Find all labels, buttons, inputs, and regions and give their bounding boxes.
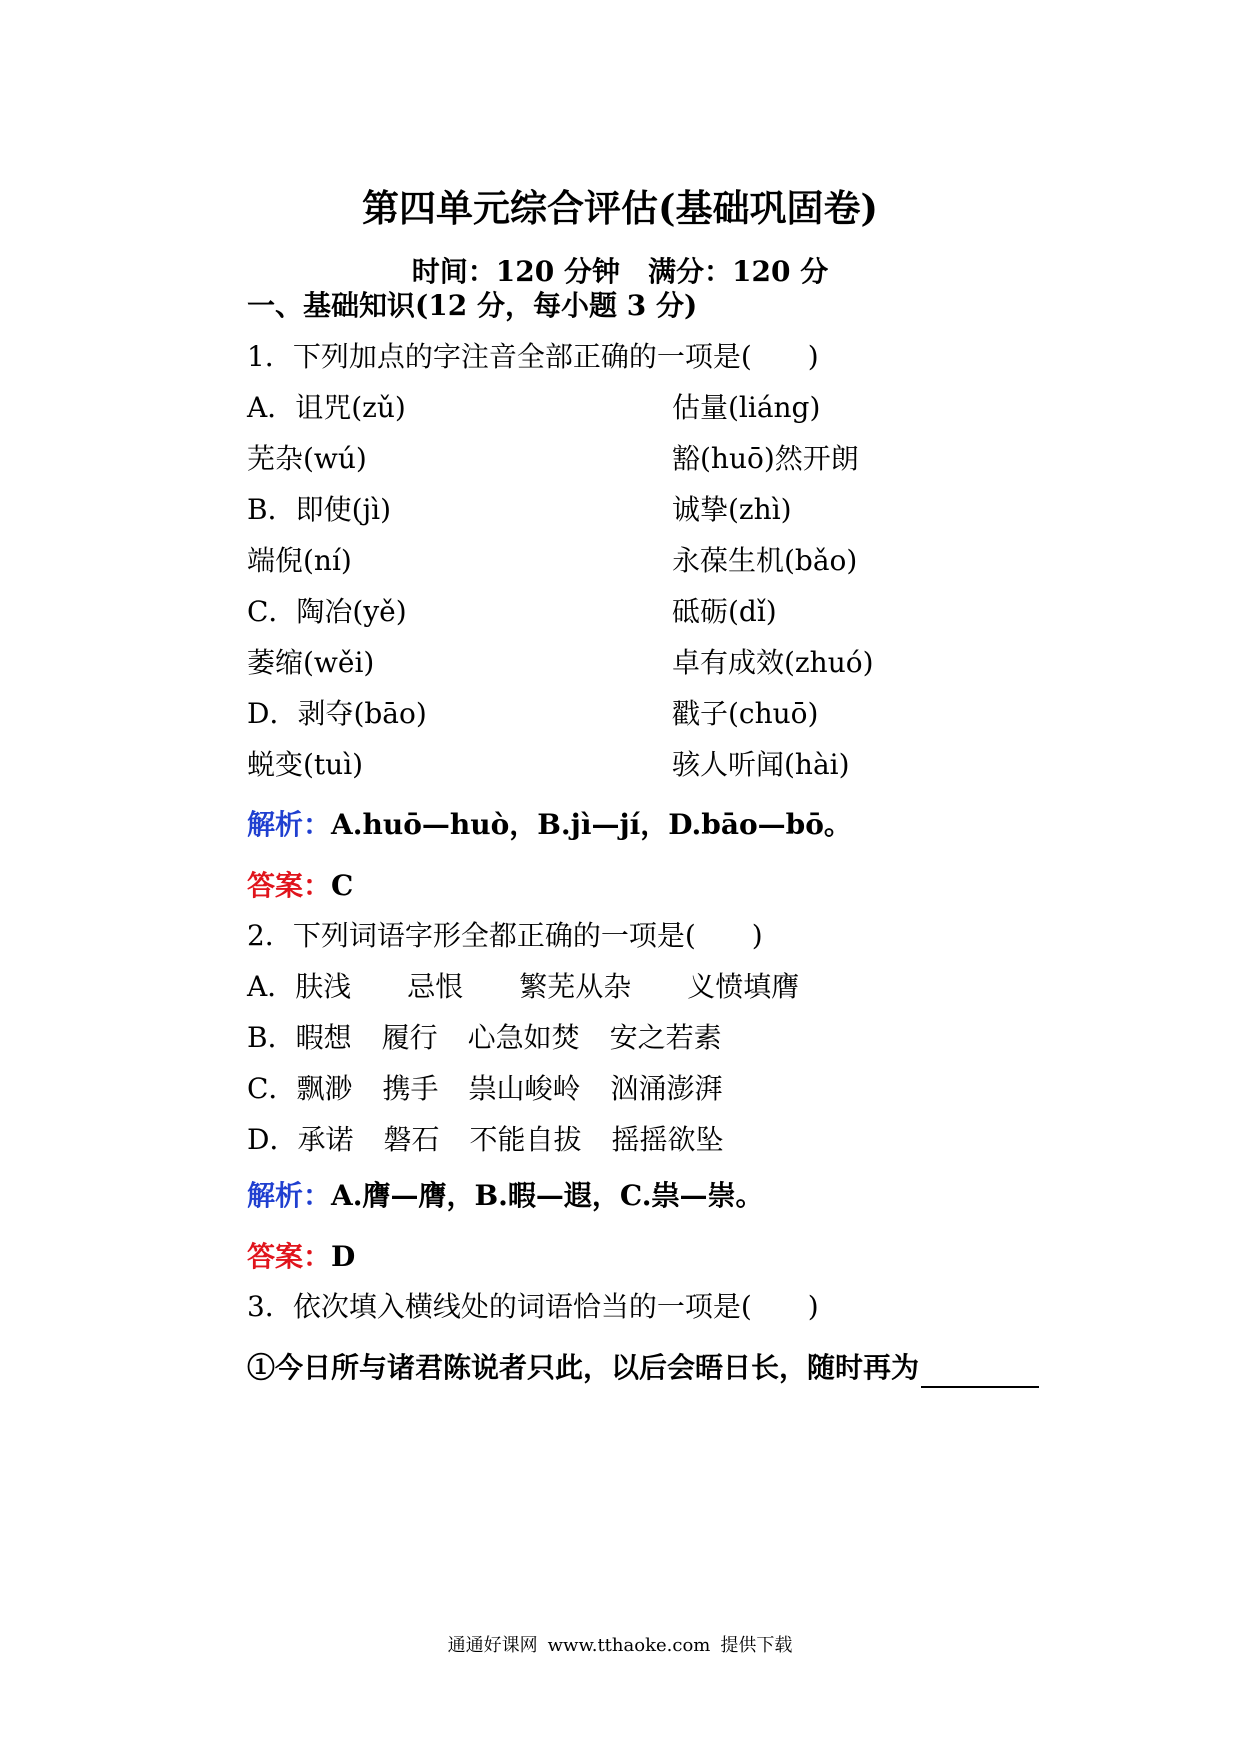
document-title: 第四单元综合评估(基础巩固卷)	[361, 186, 878, 230]
footer-url: www.tthaoke.com	[547, 1635, 711, 1656]
q1-option-a-left: A．诅咒(zǔ)	[247, 391, 406, 424]
section-heading: 一、基础知识(12 分，每小题 3 分)	[247, 289, 698, 322]
q1-answer	[247, 866, 353, 906]
q1-option-b-right-2: 永葆生机(bǎo)	[672, 544, 858, 577]
analysis-label: 解析：	[247, 808, 332, 841]
q1-option-d-left-2: 蜕变(tuì)	[247, 748, 364, 781]
q1-option-a-right-2: 豁(huō)然开朗	[672, 442, 859, 475]
q1-analysis	[247, 805, 852, 845]
option-word: 肤浅	[295, 970, 352, 1003]
q3-sentence-1	[247, 1348, 1039, 1388]
analysis-text: A.huō—huò，B.jì—jí，D.bāo—bō。	[331, 808, 852, 841]
q2-option-a	[247, 967, 799, 1007]
q2-option-b	[247, 1018, 722, 1058]
sentence-text: ①今日所与诸君陈说者只此，以后会晤日长，随时再为	[247, 1351, 920, 1384]
option-letter: C．	[247, 1072, 297, 1105]
option-word: 磐石	[383, 1123, 440, 1156]
q1-option-b-left-2: 端倪(ní)	[247, 544, 352, 577]
answer-text: C	[331, 869, 354, 902]
option-word: 承诺	[297, 1123, 354, 1156]
q1-option-c-left-2: 萎缩(wěi)	[247, 646, 375, 679]
q1-option-a-right: 估量(liáng)	[672, 391, 821, 424]
fill-blank	[921, 1356, 1039, 1388]
answer-label: 答案：	[247, 1240, 332, 1273]
question-3-stem: 3．依次填入横线处的词语恰当的一项是( )	[247, 1290, 819, 1323]
q1-option-c-right: 砥砺(dǐ)	[672, 595, 777, 628]
q1-option-c-left: C．陶冶(yě)	[247, 595, 407, 628]
q1-option-c-right-2: 卓有成效(zhuó)	[672, 646, 874, 679]
option-word: 履行	[381, 1021, 438, 1054]
option-word: 飘渺	[296, 1072, 353, 1105]
option-letter: A．	[247, 970, 296, 1003]
option-word: 汹涌澎湃	[610, 1072, 723, 1105]
footer-site-name: 通通好课网	[447, 1635, 538, 1656]
option-letter: B．	[247, 1021, 296, 1054]
q1-option-d-left: D．剥夺(bāo)	[247, 697, 427, 730]
option-word: 不能自拔	[469, 1123, 582, 1156]
option-word: 心急如焚	[467, 1021, 580, 1054]
option-word: 繁芜从杂	[519, 970, 632, 1003]
option-word: 安之若素	[609, 1021, 722, 1054]
time-label: 时间：120 分钟	[411, 255, 620, 288]
q2-analysis	[247, 1176, 763, 1216]
answer-text: D	[331, 1240, 356, 1273]
question-1-stem: 1．下列加点的字注音全部正确的一项是( )	[247, 340, 819, 373]
option-word: 义愤填膺	[687, 970, 800, 1003]
page-footer	[0, 1633, 1240, 1659]
q1-option-d-right: 戳子(chuō)	[672, 697, 819, 730]
option-word: 摇摇欲坠	[611, 1123, 724, 1156]
option-word: 祟山峻岭	[468, 1072, 581, 1105]
question-2-stem: 2．下列词语字形全都正确的一项是( )	[247, 919, 763, 952]
q1-option-b-left: B．即使(jì)	[247, 493, 392, 526]
option-letter: D．	[247, 1123, 298, 1156]
q1-option-d-right-2: 骇人听闻(hài)	[672, 748, 850, 781]
q2-answer	[247, 1237, 355, 1277]
footer-download: 提供下载	[720, 1635, 793, 1656]
option-word: 忌恨	[407, 970, 464, 1003]
score-label: 满分：120 分	[648, 255, 829, 288]
q2-option-c	[247, 1069, 723, 1109]
analysis-text: A.膺—膺，B.暇—遐，C.祟—崇。	[331, 1179, 764, 1212]
option-word: 暇想	[295, 1021, 352, 1054]
q1-option-a-left-2: 芜杂(wú)	[247, 442, 367, 475]
analysis-label: 解析：	[247, 1179, 332, 1212]
option-word: 携手	[382, 1072, 439, 1105]
answer-label: 答案：	[247, 869, 332, 902]
q1-option-b-right: 诚挚(zhì)	[672, 493, 792, 526]
q2-option-d	[247, 1120, 724, 1160]
